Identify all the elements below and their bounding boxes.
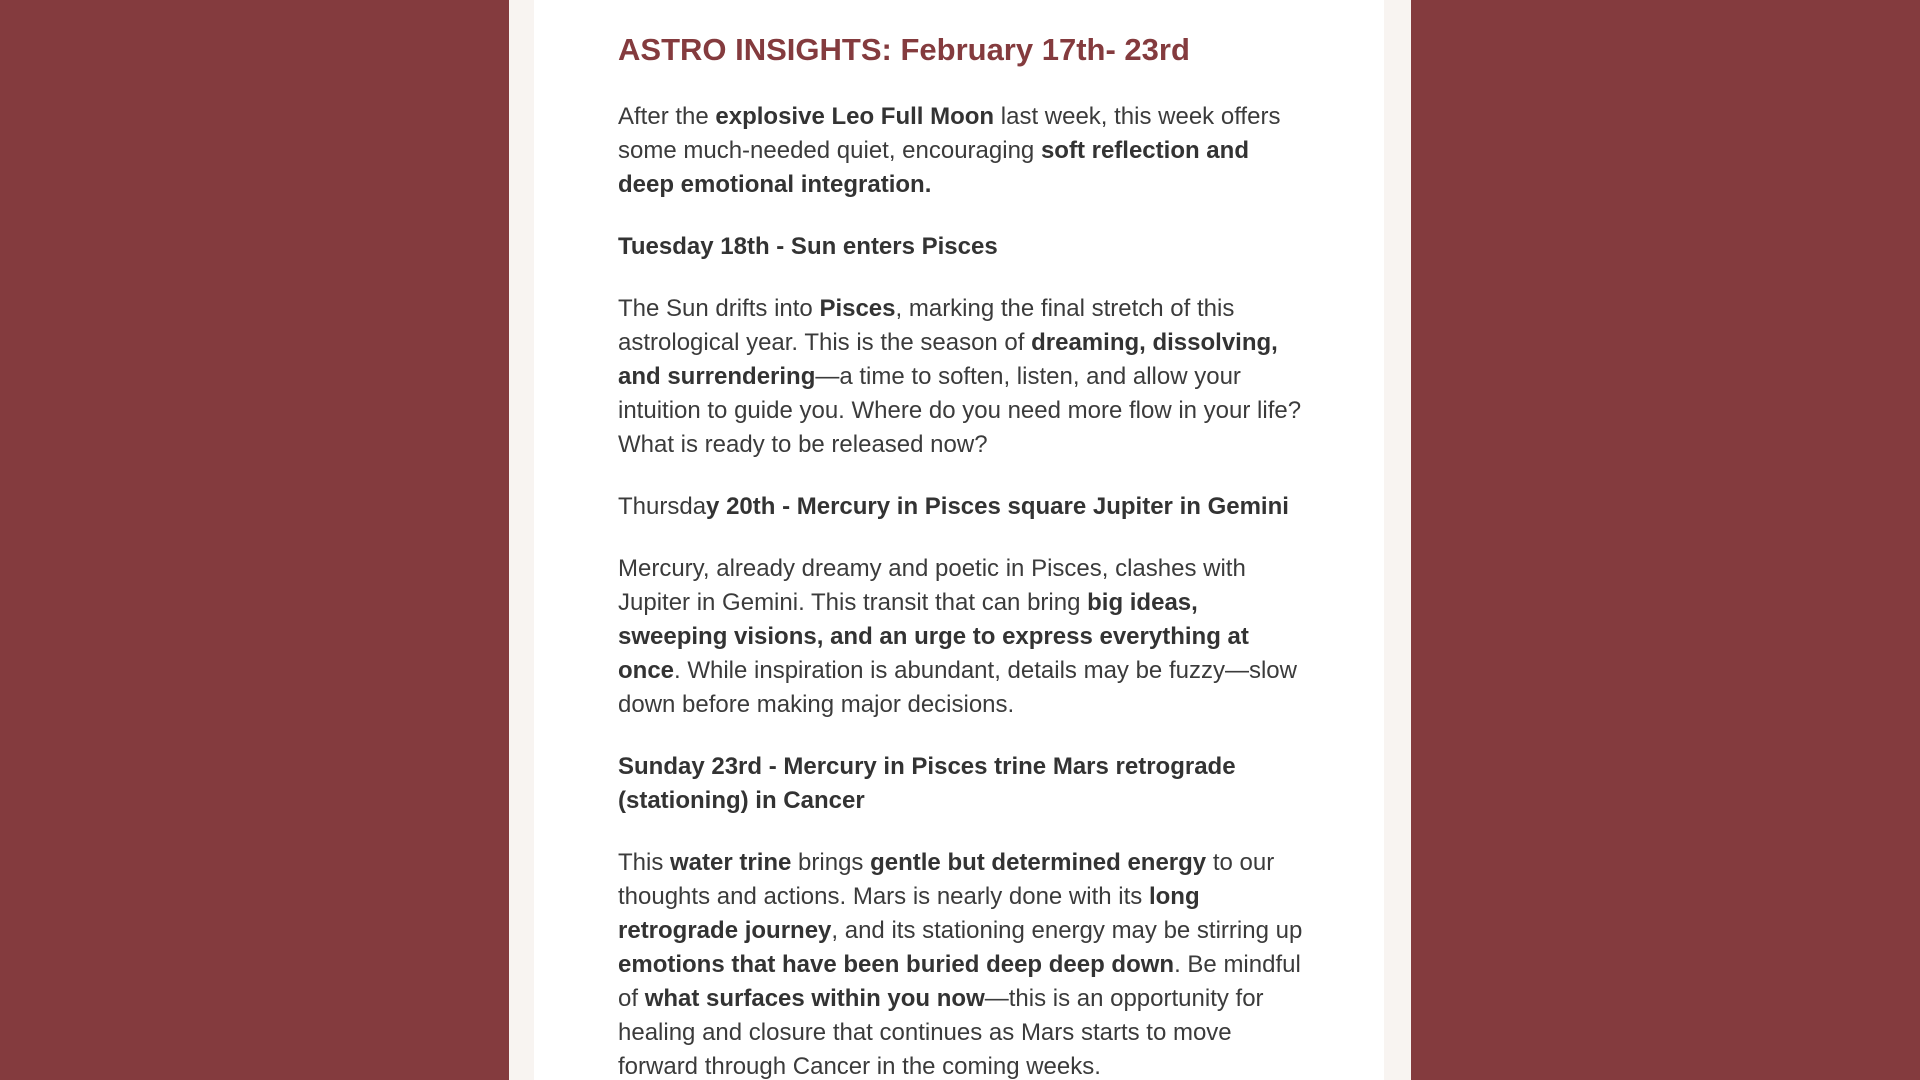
sunday-text-5: . Be mindful of (618, 951, 1301, 1012)
intro-bold-2: soft reflection and deep emotional integration. (618, 137, 1249, 198)
email-body (534, 0, 1384, 1080)
thursday-text-2: . While inspiration is abundant, details may be fuzzy—slow down before making major decisions. (618, 657, 1297, 718)
sunday-text-3: to our thoughts and actions. Mars is nearly done with its (618, 849, 1275, 910)
page-title: ASTRO INSIGHTS: February 17th- 23rd (618, 32, 1190, 67)
thursday-bold-1: big ideas, sweeping visions, and an urge to express everything at once (618, 589, 1249, 684)
intro-text-2: last week, this week offers some much-needed quiet, encouraging (618, 103, 1281, 164)
intro-text-1: After the (618, 103, 716, 130)
sunday-bold-3: long retrograde journey (618, 883, 1200, 944)
tuesday-text-1: The Sun drifts into (618, 295, 820, 322)
sunday-bold-5: what surfaces within you now (644, 985, 985, 1012)
tuesday-text-3: —a time to soften, listen, and allow your intuition to guide you. Where do you need more flow in your life? What is ready to be released now? (618, 363, 1302, 458)
thursday-heading-bold: y 20th - Mercury in Pisces square Jupiter in Gemini (706, 493, 1289, 520)
email-outer-frame (509, 0, 1411, 1080)
intro-paragraph (618, 100, 1308, 202)
section-body-sunday (618, 846, 1308, 1080)
intro-bold-1: explosive Leo Full Moon (715, 103, 995, 130)
sunday-text-1: This (618, 849, 671, 876)
section-heading-sunday: Sunday 23rd - Mercury in Pisces trine Mars retrograde (stationing) in Cancer (618, 753, 1236, 814)
sunday-bold-2: gentle but determined energy (870, 849, 1207, 876)
sunday-bold-4: emotions that have been buried deep deep down (618, 951, 1175, 978)
sunday-text-4: , and its stationing energy may be stirring up (831, 917, 1303, 944)
thursday-heading-plain: Thursda (618, 493, 707, 520)
newsletter-content (618, 30, 1308, 1080)
section-body-thursday (618, 552, 1308, 722)
thursday-text-1: Mercury, already dreamy and poetic in Pisces, clashes with Jupiter in Gemini. This transit that can bring (618, 555, 1246, 616)
section-heading-thursday (618, 490, 1308, 524)
section-heading-tuesday: Tuesday 18th - Sun enters Pisces (618, 233, 998, 260)
sunday-text-2: brings (791, 849, 871, 876)
sunday-bold-1: water trine (670, 849, 792, 876)
section-body-tuesday (618, 292, 1308, 462)
sunday-text-6: —this is an opportunity for healing and closure that continues as Mars starts to move forward through Cancer in the coming weeks. (618, 985, 1264, 1080)
tuesday-text-2: , marking the final stretch of this astrological year. This is the season of (618, 295, 1235, 356)
tuesday-bold-1: Pisces (819, 295, 896, 322)
tuesday-bold-2: dreaming, dissolving, and surrendering (618, 329, 1278, 390)
